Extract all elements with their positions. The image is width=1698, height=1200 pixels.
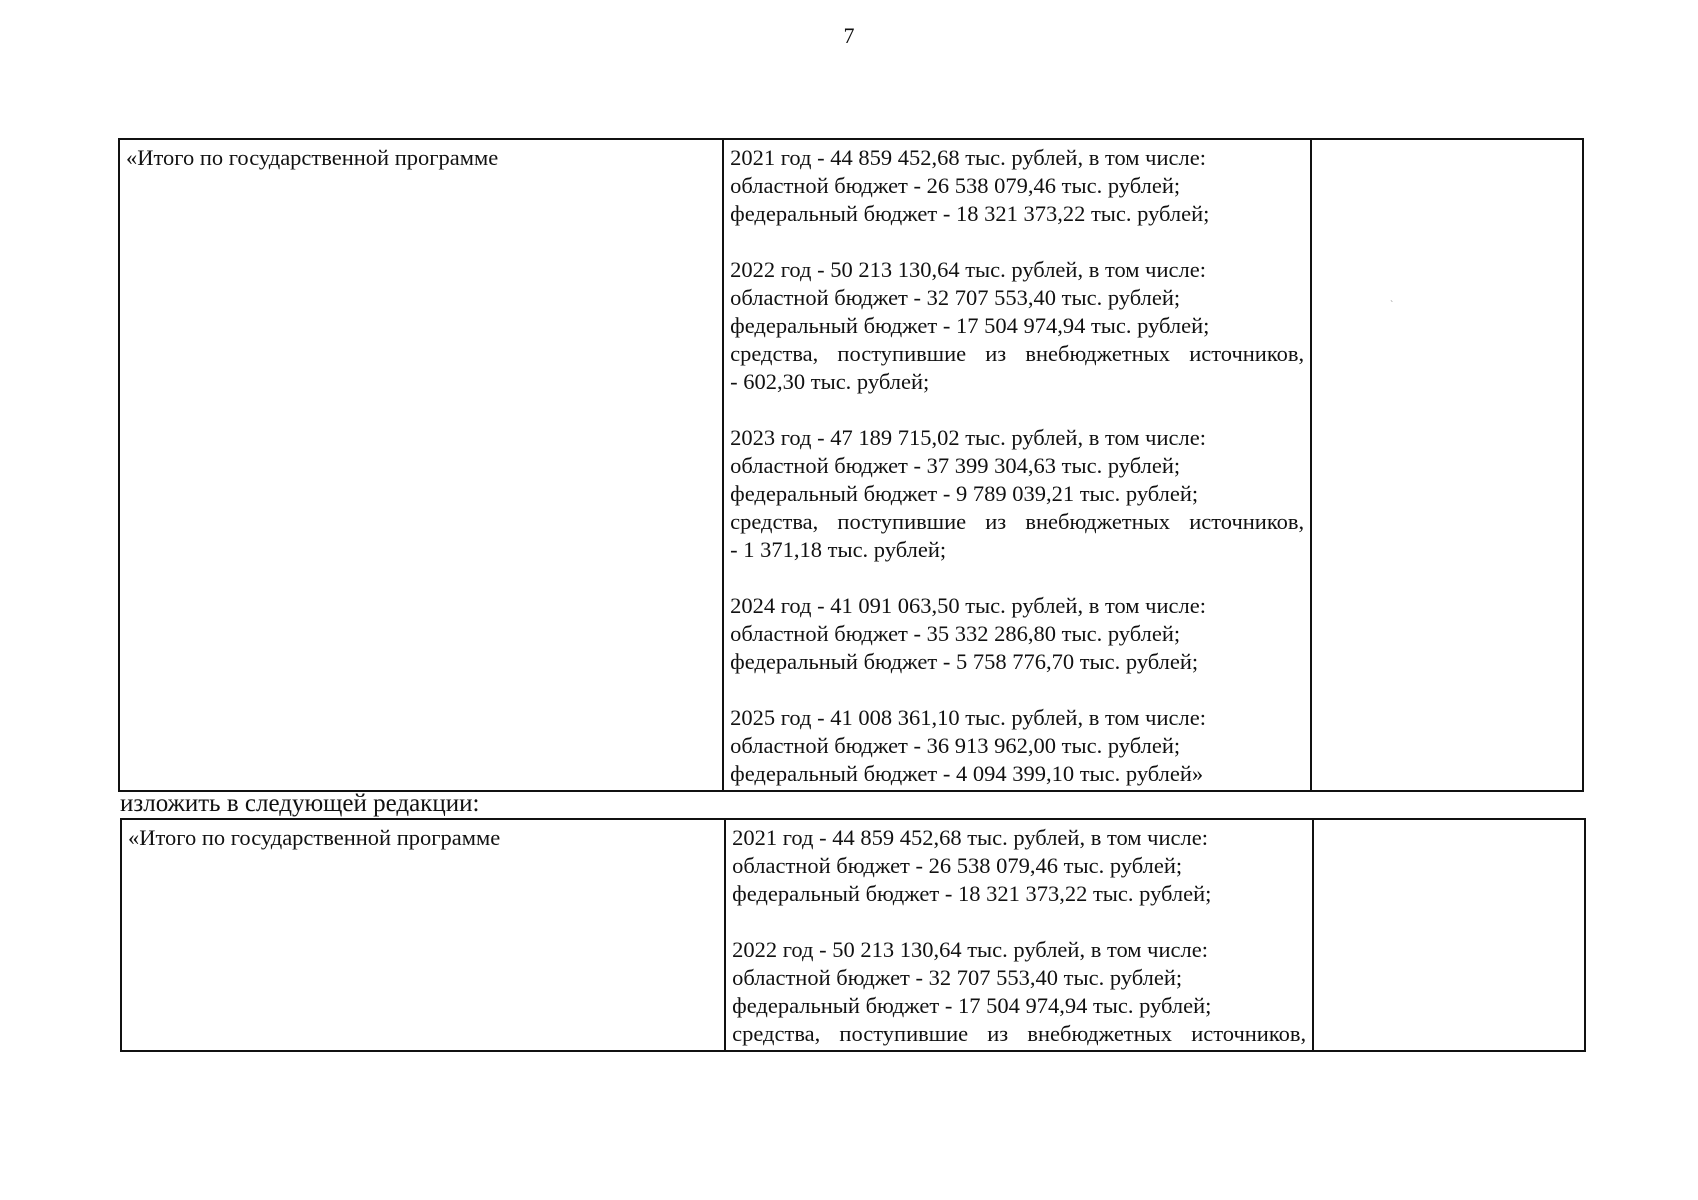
funding-line: федеральный бюджет - 5 758 776,70 тыс. рублей; bbox=[730, 649, 1199, 674]
funding-cell bbox=[725, 819, 1313, 1051]
budget-table-revised bbox=[120, 818, 1586, 1052]
funding-line: 2021 год - 44 859 452,68 тыс. рублей, в том числе: bbox=[732, 825, 1208, 850]
funding-line: федеральный бюджет - 17 504 974,94 тыс. рублей; bbox=[730, 313, 1210, 338]
funding-year-2021 bbox=[730, 144, 1304, 228]
funding-line: федеральный бюджет - 17 504 974,94 тыс. рублей; bbox=[732, 993, 1212, 1018]
page-number: 7 bbox=[843, 23, 855, 48]
funding-year-2022 bbox=[732, 936, 1306, 1048]
funding-line: 2023 год - 47 189 715,02 тыс. рублей, в том числе: bbox=[730, 425, 1206, 450]
funding-line: 2024 год - 41 091 063,50 тыс. рублей, в том числе: bbox=[730, 593, 1206, 618]
funding-line: средства, поступившие из внебюджетных источников, bbox=[732, 1021, 1307, 1046]
funding-line: - 1 371,18 тыс. рублей; bbox=[730, 537, 947, 562]
funding-line: областной бюджет - 26 538 079,46 тыс. рублей; bbox=[730, 173, 1181, 198]
funding-year-2023 bbox=[730, 424, 1304, 564]
funding-cell bbox=[723, 139, 1311, 791]
funding-line: 2021 год - 44 859 452,68 тыс. рублей, в том числе: bbox=[730, 145, 1206, 170]
table-row bbox=[121, 819, 1585, 1051]
empty-cell bbox=[1311, 139, 1583, 791]
funding-line: областной бюджет - 37 399 304,63 тыс. рублей; bbox=[730, 453, 1181, 478]
funding-line: федеральный бюджет - 18 321 373,22 тыс. рублей; bbox=[730, 201, 1210, 226]
funding-year-2025 bbox=[730, 704, 1304, 788]
funding-line: 2022 год - 50 213 130,64 тыс. рублей, в том числе: bbox=[730, 257, 1206, 282]
funding-line: областной бюджет - 26 538 079,46 тыс. рублей; bbox=[732, 853, 1183, 878]
funding-line: областной бюджет - 35 332 286,80 тыс. рублей; bbox=[730, 621, 1181, 646]
funding-line: средства, поступившие из внебюджетных источников, bbox=[730, 509, 1305, 534]
funding-line: 2025 год - 41 008 361,10 тыс. рублей, в том числе: bbox=[730, 705, 1206, 730]
amendment-caption: изложить в следующей редакции: bbox=[120, 790, 480, 817]
program-total-label: «Итого по государственной программе bbox=[126, 145, 499, 170]
funding-line: - 602,30 тыс. рублей; bbox=[730, 369, 930, 394]
program-total-label-cell bbox=[119, 139, 723, 791]
funding-line: федеральный бюджет - 4 094 399,10 тыс. рублей» bbox=[730, 761, 1204, 786]
program-total-label: «Итого по государственной программе bbox=[128, 825, 501, 850]
scan-speck: ` bbox=[1390, 300, 1394, 311]
funding-line: областной бюджет - 36 913 962,00 тыс. рублей; bbox=[730, 733, 1181, 758]
funding-year-2024 bbox=[730, 592, 1304, 676]
funding-line: средства, поступившие из внебюджетных источников, bbox=[730, 341, 1305, 366]
funding-line: областной бюджет - 32 707 553,40 тыс. рублей; bbox=[730, 285, 1181, 310]
table-row bbox=[119, 139, 1583, 791]
funding-year-2022 bbox=[730, 256, 1304, 396]
funding-line: 2022 год - 50 213 130,64 тыс. рублей, в том числе: bbox=[732, 937, 1208, 962]
empty-cell bbox=[1313, 819, 1585, 1051]
funding-line: федеральный бюджет - 9 789 039,21 тыс. рублей; bbox=[730, 481, 1199, 506]
funding-line: федеральный бюджет - 18 321 373,22 тыс. рублей; bbox=[732, 881, 1212, 906]
funding-year-2021 bbox=[732, 824, 1306, 908]
funding-line: областной бюджет - 32 707 553,40 тыс. рублей; bbox=[732, 965, 1183, 990]
budget-table-original bbox=[118, 138, 1584, 792]
program-total-label-cell bbox=[121, 819, 725, 1051]
